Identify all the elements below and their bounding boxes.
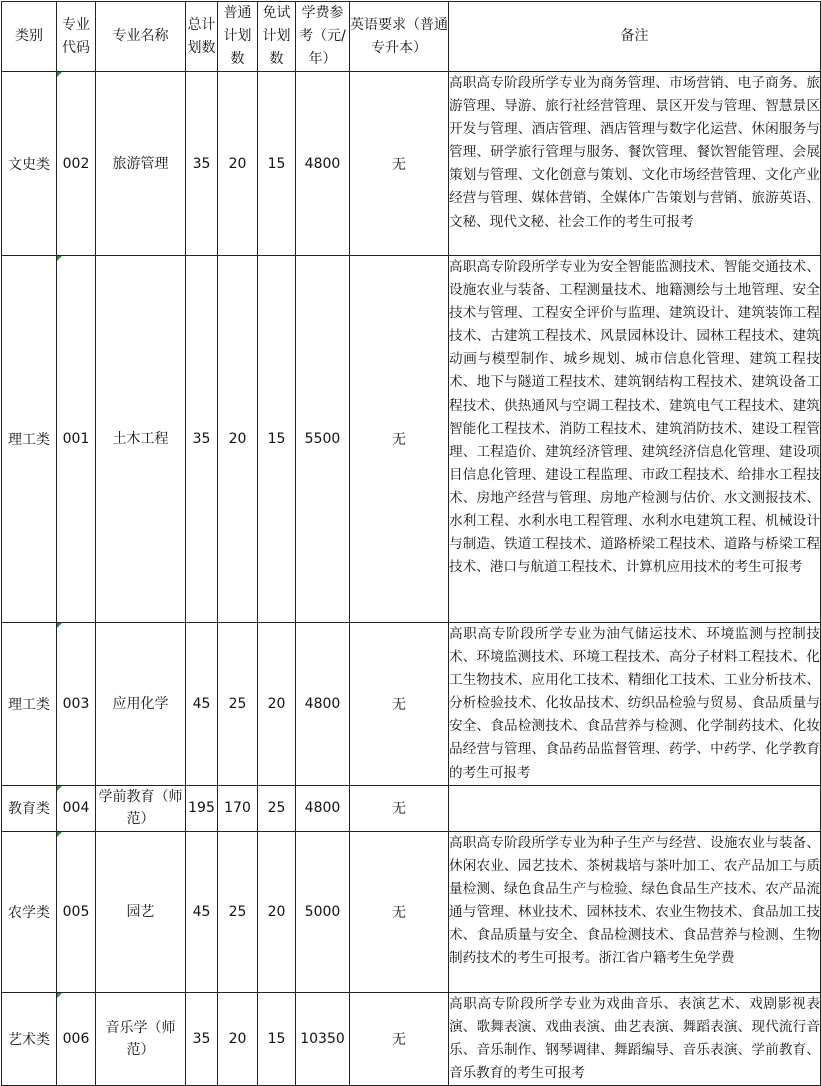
cell-english: 无 bbox=[350, 831, 449, 992]
cell-tuition: 4800 bbox=[296, 72, 350, 256]
cell-total: 35 bbox=[186, 256, 218, 623]
cell-exempt: 15 bbox=[258, 256, 296, 623]
cell-marker-icon bbox=[57, 256, 62, 261]
cell-marker-icon bbox=[57, 993, 62, 998]
cell-name: 音乐学（师范） bbox=[96, 992, 186, 1085]
cell-category: 理工类 bbox=[2, 256, 57, 623]
enrollment-plan-table bbox=[1, 1, 821, 1086]
cell-exempt: 25 bbox=[258, 785, 296, 831]
cell-remark: 高职高专阶段所学专业为戏曲音乐、表演艺术、戏剧影视表演、歌舞表演、戏曲表演、曲艺表演、舞蹈表演、现代流行音乐、音乐制作、钢琴调律、舞蹈编导、音乐表演、学前教育、音乐教育的考生可报考 bbox=[449, 992, 821, 1085]
header-name: 专业名称 bbox=[96, 2, 186, 72]
cell-regular: 170 bbox=[218, 785, 258, 831]
cell-english: 无 bbox=[350, 256, 449, 623]
header-category: 类别 bbox=[2, 2, 57, 72]
table-row bbox=[2, 72, 821, 256]
cell-total: 195 bbox=[186, 785, 218, 831]
cell-regular: 20 bbox=[218, 72, 258, 256]
header-code: 专业代码 bbox=[57, 2, 96, 72]
cell-english: 无 bbox=[350, 785, 449, 831]
cell-code: 002 bbox=[57, 72, 96, 256]
cell-remark: 高职高专阶段所学专业为安全智能监测技术、智能交通技术、设施农业与装备、工程测量技术、地籍测绘与土地管理、安全技术与管理、工程安全评价与监理、建筑设计、建筑装饰工程技术、古建筑工程技术、风景园林设计、园林工程技术、建筑动画与模型制作、城乡规划、城市信息化管理、建筑工程技术、地下与隧道工程技术、建筑钢结构工程技术、建筑设备工程技术、供热通风与空调工程技术、建筑电气工程技术、建筑智能化工程技术、消防工程技术、建筑消防技术、建设工程管理、工程造价、建筑经济管理、建筑经济信息化管理、建设项目信息化管理、建设工程监理、市政工程技术、给排水工程技术、房地产经营与管理、房地产检测与估价、水文测报技术、水利工程、水利水电工程管理、水利水电建筑工程、机械设计与制造、铁道工程技术、道路桥梁工程技术、道路与桥梁工程技术、港口与航道工程技术、计算机应用技术的考生可报考 bbox=[449, 256, 821, 623]
header-regular: 普通计划数 bbox=[218, 2, 258, 72]
header-english: 英语要求（普通专升本） bbox=[350, 2, 449, 72]
cell-marker-icon bbox=[57, 786, 62, 791]
cell-exempt: 15 bbox=[258, 992, 296, 1085]
header-row bbox=[2, 2, 821, 72]
header-tuition: 学费参考（元/年） bbox=[296, 2, 350, 72]
table-row bbox=[2, 831, 821, 992]
cell-category: 文史类 bbox=[2, 72, 57, 256]
cell-regular: 20 bbox=[218, 256, 258, 623]
cell-code: 005 bbox=[57, 831, 96, 992]
cell-marker-icon bbox=[57, 72, 62, 77]
header-total: 总计划数 bbox=[186, 2, 218, 72]
cell-exempt: 20 bbox=[258, 831, 296, 992]
cell-code: 001 bbox=[57, 256, 96, 623]
cell-marker-icon bbox=[57, 832, 62, 837]
cell-category: 农学类 bbox=[2, 831, 57, 992]
cell-tuition: 10350 bbox=[296, 992, 350, 1085]
cell-total: 45 bbox=[186, 831, 218, 992]
cell-code: 003 bbox=[57, 623, 96, 786]
cell-category: 理工类 bbox=[2, 623, 57, 786]
cell-regular: 25 bbox=[218, 623, 258, 786]
cell-total: 45 bbox=[186, 623, 218, 786]
cell-exempt: 20 bbox=[258, 623, 296, 786]
cell-total: 35 bbox=[186, 992, 218, 1085]
table-row bbox=[2, 785, 821, 831]
cell-tuition: 4800 bbox=[296, 623, 350, 786]
cell-name: 土木工程 bbox=[96, 256, 186, 623]
cell-tuition: 5000 bbox=[296, 831, 350, 992]
cell-english: 无 bbox=[350, 72, 449, 256]
cell-code: 006 bbox=[57, 992, 96, 1085]
cell-name: 应用化学 bbox=[96, 623, 186, 786]
table-row bbox=[2, 992, 821, 1085]
cell-remark bbox=[449, 785, 821, 831]
cell-exempt: 15 bbox=[258, 72, 296, 256]
cell-english: 无 bbox=[350, 992, 449, 1085]
cell-tuition: 4800 bbox=[296, 785, 350, 831]
cell-category: 教育类 bbox=[2, 785, 57, 831]
cell-name: 学前教育（师范） bbox=[96, 785, 186, 831]
cell-name: 园艺 bbox=[96, 831, 186, 992]
cell-regular: 25 bbox=[218, 831, 258, 992]
cell-remark: 高职高专阶段所学专业为种子生产与经营、设施农业与装备、休闲农业、园艺技术、茶树栽培与茶叶加工、农产品加工与质量检测、绿色食品生产与检验、绿色食品生产技术、农产品流通与管理、林业技术、园林技术、农业生物技术、食品加工技术、食品质量与安全、食品检测技术、食品营养与检测、生物制药技术的考生可报考。浙江省户籍考生免学费 bbox=[449, 831, 821, 992]
table-row bbox=[2, 256, 821, 623]
table-row bbox=[2, 623, 821, 786]
cell-code: 004 bbox=[57, 785, 96, 831]
cell-total: 35 bbox=[186, 72, 218, 256]
cell-category: 艺术类 bbox=[2, 992, 57, 1085]
cell-name: 旅游管理 bbox=[96, 72, 186, 256]
cell-tuition: 5500 bbox=[296, 256, 350, 623]
header-remark: 备注 bbox=[449, 2, 821, 72]
header-exempt: 免试计划数 bbox=[258, 2, 296, 72]
cell-remark: 高职高专阶段所学专业为商务管理、市场营销、电子商务、旅游管理、导游、旅行社经营管理、景区开发与管理、智慧景区开发与管理、酒店管理、酒店管理与数字化运营、休闲服务与管理、研学旅行管理与服务、餐饮管理、餐饮智能管理、会展策划与管理、文化创意与策划、文化市场经营管理、文化产业经营与管理、媒体营销、全媒体广告策划与营销、旅游英语、文秘、现代文秘、社会工作的考生可报考 bbox=[449, 72, 821, 256]
cell-english: 无 bbox=[350, 623, 449, 786]
cell-marker-icon bbox=[57, 623, 62, 628]
cell-regular: 20 bbox=[218, 992, 258, 1085]
cell-remark: 高职高专阶段所学专业为油气储运技术、环境监测与控制技术、环境监测技术、环境工程技术、高分子材料工程技术、化工生物技术、应用化工技术、精细化工技术、工业分析技术、分析检验技术、化妆品技术、纺织品检验与贸易、食品质量与安全、食品检测技术、食品营养与检测、化学制药技术、化妆品经营与管理、食品药品监督管理、药学、中药学、化学教育的考生可报考 bbox=[449, 623, 821, 786]
